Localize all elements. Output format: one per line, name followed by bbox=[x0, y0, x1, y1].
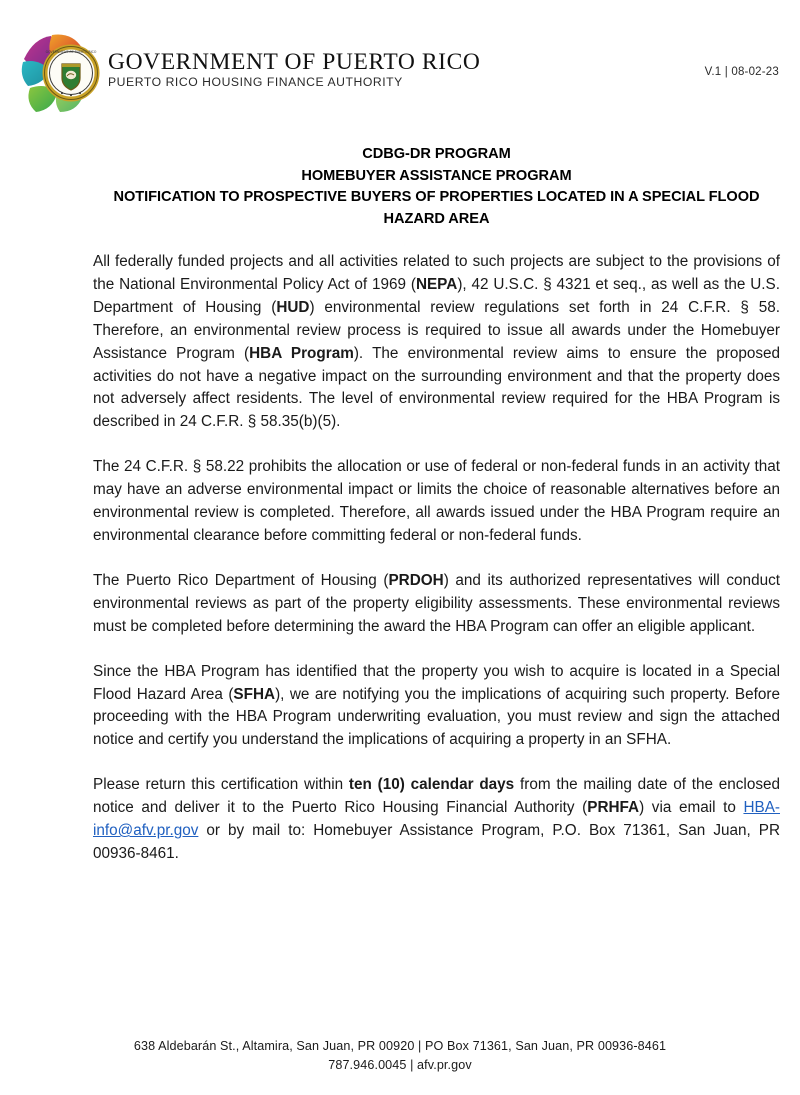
p1-term-nepa: NEPA bbox=[415, 275, 458, 293]
p3-text-1: The Puerto Rico Department of Housing ( bbox=[93, 571, 389, 589]
p1-text-3: ) environmental review regulations set forth in 24 C.F.R. § 58. Therefore, an environmental review process is required to issue all awards under the Homebuyer Assistance Program ( bbox=[93, 298, 780, 362]
title-line-subprogram: HOMEBUYER ASSISTANCE PROGRAM bbox=[301, 167, 572, 184]
paragraph-return-instructions bbox=[93, 774, 780, 866]
p1-term-hba-program: HBA Program bbox=[249, 344, 354, 362]
brand-lockup bbox=[14, 26, 480, 118]
title-line-notification-1: NOTIFICATION TO PROSPECTIVE BUYERS OF PROPERTIES LOCATED IN A SPECIAL FLOOD bbox=[113, 189, 760, 205]
p4-text-2: ), we are notifying you the implications of acquiring such property. Before proceeding with the HBA Program underwriting evaluation, you must review and sign the attached notice and certify you understand the implications of acquiring a property in an SFHA. bbox=[93, 685, 780, 749]
p1-text-1: All federally funded projects and all activities related to such projects are subject to the provisions of the National Environmental Policy Act of 1969 ( bbox=[93, 253, 780, 293]
p3-term-prdoh: PRDOH bbox=[388, 571, 444, 589]
paragraph-sfha-notification bbox=[93, 661, 780, 753]
p5-text-3: ) via email to bbox=[639, 799, 744, 817]
paragraph-cfr-5822 bbox=[93, 456, 780, 548]
p5-text-2: from the mailing date of the enclosed notice and deliver it to the Puerto Rico Housing Financial Authority ( bbox=[93, 776, 781, 817]
p3-text-2: ) and its authorized representatives will conduct environmental reviews as part of the property eligibility assessments. These environmental reviews must be completed before determining the award the HBA Program can offer an eligible applicant. bbox=[93, 571, 780, 635]
email-link-hba-info[interactable]: HBA-info@afv.pr.gov bbox=[93, 799, 780, 840]
svg-text:GOVERNMENT OF PUERTO RICO: GOVERNMENT OF PUERTO RICO bbox=[45, 50, 97, 54]
p5-term-calendar-days: ten (10) calendar days bbox=[348, 776, 515, 794]
p5-text-4: or by mail to: Homebuyer Assistance Program, P.O. Box 71361, San Juan, PR 00936-8461. bbox=[93, 822, 780, 862]
p1-text-2: ), 42 U.S.C. § 4321 et seq., as well as the U.S. Department of Housing ( bbox=[93, 275, 781, 316]
paragraph-nepa-overview bbox=[93, 251, 780, 434]
document-version-label: V.1 | 08-02-23 bbox=[704, 66, 779, 78]
wordmark-secondary: PUERTO RICO HOUSING FINANCE AUTHORITY bbox=[108, 75, 403, 90]
p1-text-4: ). The environmental review aims to ensure the proposed activities do not have a negative impact on the surrounding environment and that the property does not adversely affect residents. The level of environmental review required for the HBA Program is described in 24 C.F.R. § 58.35(b)(5). bbox=[93, 344, 781, 431]
p4-text-1: Since the HBA Program has identified that the property you wish to acquire is located in a Special Flood Hazard Area ( bbox=[93, 662, 780, 703]
p5-term-prhfa: PRHFA bbox=[587, 799, 640, 817]
wordmark bbox=[108, 50, 480, 94]
title-line-program: CDBG-DR PROGRAM bbox=[362, 146, 511, 162]
p2-text-1: The 24 C.F.R. § 58.22 prohibits the allocation or use of federal or non-federal funds in an activity that may have an adverse environmental impact or limits the choice of reasonable alternatives before an environmental review is completed. Therefore, all awards issued under the HBA Program require an environmental clearance before committing federal or non-federal funds. bbox=[93, 458, 780, 544]
document-footer bbox=[0, 1037, 800, 1075]
document-header bbox=[0, 0, 800, 130]
wordmark-primary: GOVERNMENT OF PUERTO RICO bbox=[108, 48, 481, 75]
p1-term-hud: HUD bbox=[276, 298, 310, 316]
p4-term-sfha: SFHA bbox=[233, 685, 276, 703]
footer-address-line: 638 Aldebarán St., Altamira, San Juan, PR 00920 | PO Box 71361, San Juan, PR 00936-8461 bbox=[133, 1039, 667, 1053]
government-of-puerto-rico-seal-logo bbox=[14, 26, 106, 118]
footer-contact-line: 787.946.0045 | afv.pr.gov bbox=[328, 1058, 472, 1072]
p5-text-1: Please return this certification within bbox=[93, 776, 349, 794]
title-line-notification-2: HAZARD AREA bbox=[383, 210, 490, 227]
document-body bbox=[93, 251, 780, 866]
document-title-block bbox=[93, 144, 780, 230]
paragraph-prdoh-reviews bbox=[93, 570, 780, 639]
